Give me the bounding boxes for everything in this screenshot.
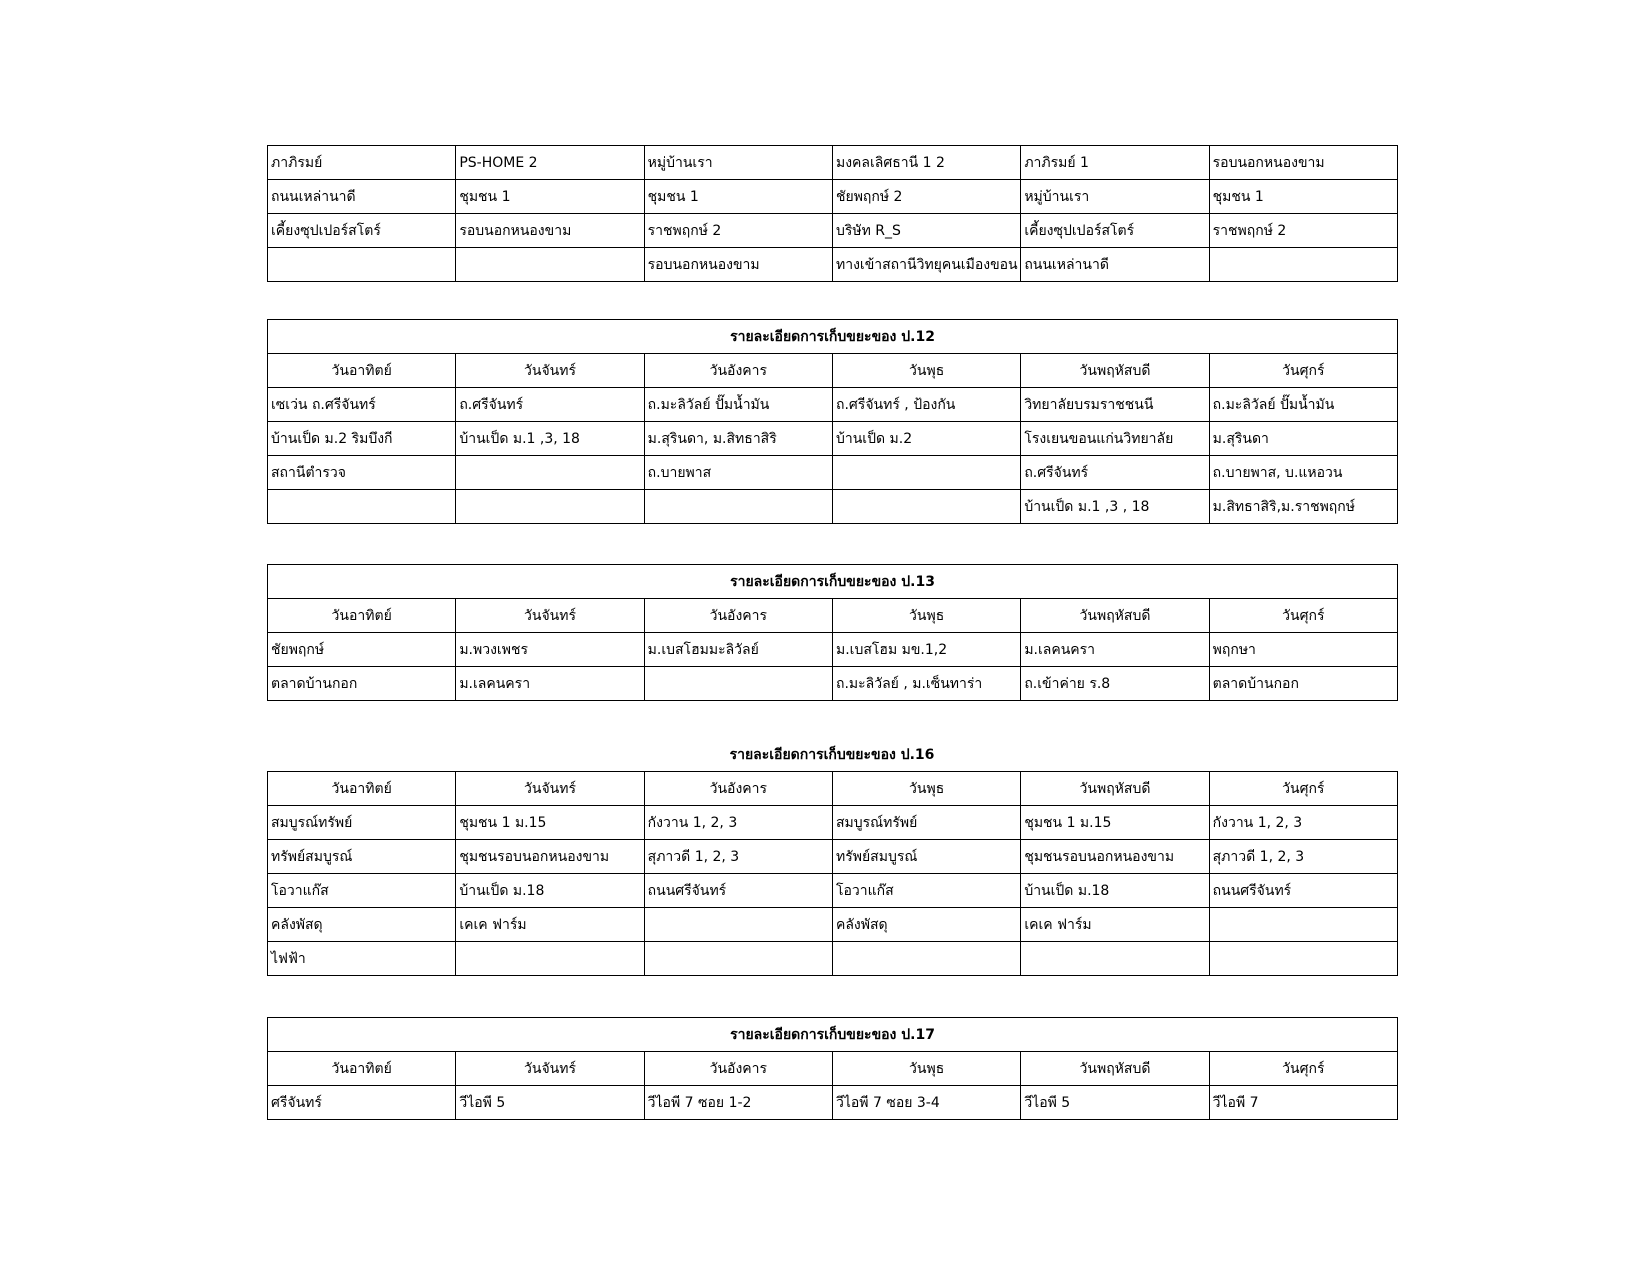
table-cell: ม.พวงเพชร <box>456 633 644 667</box>
table-row <box>268 214 1398 248</box>
table-cell: ม.เลคนครา <box>456 667 644 701</box>
day-header-cell: วันศุกร์ <box>1209 599 1397 633</box>
table-cell: ชัยพฤกษ์ <box>268 633 456 667</box>
table-cell: พฤกษา <box>1209 633 1397 667</box>
table-cell: ตลาดบ้านกอก <box>1209 667 1397 701</box>
table-cell: ชุมชนรอบนอกหนองขาม <box>456 840 644 874</box>
table-cell: รอบนอกหนองขาม <box>1209 146 1397 180</box>
header-row <box>268 599 1398 633</box>
table-cell: โอวาแก๊ส <box>832 874 1020 908</box>
table-row <box>268 180 1398 214</box>
schedule-table-p17 <box>267 1017 1397 1120</box>
table-cell: เคเค ฟาร์ม <box>456 908 644 942</box>
table-cell: ตลาดบ้านกอก <box>268 667 456 701</box>
table-cell: บ้านเป็ด ม.1 ,3 , 18 <box>1021 490 1209 524</box>
day-header-cell: วันพุธ <box>832 354 1020 388</box>
day-header-cell: วันอาทิตย์ <box>268 354 456 388</box>
table-continued <box>267 145 1398 282</box>
table-cell: วิทยาลัยบรมราชชนนี <box>1021 388 1209 422</box>
table-cell <box>268 248 456 282</box>
table-cell: ม.เลคนครา <box>1021 633 1209 667</box>
table-title: รายละเอียดการเก็บขยะของ ป.17 <box>268 1018 1398 1052</box>
day-header-cell: วันพฤหัสบดี <box>1021 772 1209 806</box>
table-cell: ถ.มะลิวัลย์ ปั๊มน้ำมัน <box>644 388 832 422</box>
day-header-cell: วันศุกร์ <box>1209 772 1397 806</box>
table-cell: ถ.เข้าค่าย ร.8 <box>1021 667 1209 701</box>
table-cell: ถนนเหล่านาดี <box>268 180 456 214</box>
day-header-cell: วันพุธ <box>832 772 1020 806</box>
table-cell: สถานีตำรวจ <box>268 456 456 490</box>
table-cell: ถ.บายพาส, บ.แหอวน <box>1209 456 1397 490</box>
table-row <box>268 806 1398 840</box>
table-cell <box>1021 942 1209 976</box>
table-cell: สมบูรณ์ทรัพย์ <box>268 806 456 840</box>
table-cell: ถ.มะลิวัลย์ , ม.เซ็นทาร่า <box>832 667 1020 701</box>
table-p12 <box>267 319 1398 524</box>
table-title: รายละเอียดการเก็บขยะของ ป.13 <box>268 565 1398 599</box>
table-cell: ถนนศรีจันทร์ <box>1209 874 1397 908</box>
table-cell: ชุมชนรอบนอกหนองขาม <box>1021 840 1209 874</box>
table-cell: ภาภิรมย์ 1 <box>1021 146 1209 180</box>
schedule-table-p16 <box>267 739 1397 976</box>
table-cell: รอบนอกหนองขาม <box>644 248 832 282</box>
table-p13 <box>267 564 1398 701</box>
table-cell: ถ.ศรีจันทร์ <box>456 388 644 422</box>
day-header-cell: วันพฤหัสบดี <box>1021 599 1209 633</box>
table-row <box>268 942 1398 976</box>
table-cell: ม.สุรินดา <box>1209 422 1397 456</box>
table-cell: บ้านเป็ด ม.1 ,3, 18 <box>456 422 644 456</box>
day-header-cell: วันจันทร์ <box>456 354 644 388</box>
table-cell: กังวาน 1, 2, 3 <box>1209 806 1397 840</box>
table-cell: วีไอพี 7 <box>1209 1086 1397 1120</box>
day-header-cell: วันศุกร์ <box>1209 1052 1397 1086</box>
table-cell: ชุมชน 1 <box>1209 180 1397 214</box>
table-row <box>268 840 1398 874</box>
day-header-cell: วันอาทิตย์ <box>268 1052 456 1086</box>
table-cell: ถ.มะลิวัลย์ ปั๊มน้ำมัน <box>1209 388 1397 422</box>
table-cell <box>456 248 644 282</box>
table-cell: วีไอพี 5 <box>1021 1086 1209 1120</box>
table-cell: ราชพฤกษ์ 2 <box>1209 214 1397 248</box>
table-cell: ทางเข้าสถานีวิทยุคนเมืองขอน <box>832 248 1020 282</box>
table-cell: วีไอพี 7 ซอย 3-4 <box>832 1086 1020 1120</box>
table-cell: ถนนศรีจันทร์ <box>644 874 832 908</box>
table-cell: ภาภิรมย์ <box>268 146 456 180</box>
day-header-cell: วันศุกร์ <box>1209 354 1397 388</box>
table-title: รายละเอียดการเก็บขยะของ ป.12 <box>268 320 1398 354</box>
table-cell: ชุมชน 1 <box>644 180 832 214</box>
table-cell: ถนนเหล่านาดี <box>1021 248 1209 282</box>
table-cell <box>832 456 1020 490</box>
table-row <box>268 248 1398 282</box>
day-header-cell: วันพฤหัสบดี <box>1021 354 1209 388</box>
table-cell: กังวาน 1, 2, 3 <box>644 806 832 840</box>
table-cell <box>456 456 644 490</box>
table-row <box>268 874 1398 908</box>
table-row <box>268 1086 1398 1120</box>
table-cell <box>1209 942 1397 976</box>
table-cell: เซเว่น ถ.ศรีจันทร์ <box>268 388 456 422</box>
day-header-cell: วันอังคาร <box>644 772 832 806</box>
table-cell: บ้านเป็ด ม.18 <box>1021 874 1209 908</box>
table-cell <box>268 490 456 524</box>
table-cell: ราชพฤกษ์ 2 <box>644 214 832 248</box>
table-cell: วีไอพี 7 ซอย 1-2 <box>644 1086 832 1120</box>
table-cell: วีไอพี 5 <box>456 1086 644 1120</box>
table-cell: บ้านเป็ด ม.18 <box>456 874 644 908</box>
table-body <box>268 388 1398 524</box>
table-cell <box>644 667 832 701</box>
table-cell <box>1209 908 1397 942</box>
table-cell: เคี้ยงซุปเปอร์สโตร์ <box>268 214 456 248</box>
schedule-table-p13 <box>267 564 1397 701</box>
table-cell: สุภาวดี 1, 2, 3 <box>644 840 832 874</box>
table-cell: สุภาวดี 1, 2, 3 <box>1209 840 1397 874</box>
table-cell: บริษัท R_S <box>832 214 1020 248</box>
table-row <box>268 422 1398 456</box>
table-row <box>268 633 1398 667</box>
table-cell: ม.เบสโฮม มข.1,2 <box>832 633 1020 667</box>
day-header-cell: วันอังคาร <box>644 1052 832 1086</box>
table-row <box>268 908 1398 942</box>
table-cell <box>1209 248 1397 282</box>
table-title: รายละเอียดการเก็บขยะของ ป.16 <box>729 747 935 763</box>
table-cell <box>832 942 1020 976</box>
table-row <box>268 456 1398 490</box>
table-cell: รอบนอกหนองขาม <box>456 214 644 248</box>
table-cell <box>456 942 644 976</box>
header-row <box>268 354 1398 388</box>
table-cell: ถ.ศรีจันทร์ , ป้องกัน <box>832 388 1020 422</box>
table-cell: โรงเยนขอนแก่นวิทยาลัย <box>1021 422 1209 456</box>
table-p17 <box>267 1017 1398 1120</box>
table-cell: ม.เบสโฮมมะลิวัลย์ <box>644 633 832 667</box>
table-body <box>268 633 1398 701</box>
table-cell: คลังพัสดุ <box>832 908 1020 942</box>
table-cell: หมู่บ้านเรา <box>644 146 832 180</box>
table-cell: เคเค ฟาร์ม <box>1021 908 1209 942</box>
table-cell: ถ.ศรีจันทร์ <box>1021 456 1209 490</box>
table-cell: ถ.บายพาส <box>644 456 832 490</box>
table-cell <box>832 490 1020 524</box>
day-header-cell: วันพฤหัสบดี <box>1021 1052 1209 1086</box>
table-cell: ชุมชน 1 <box>456 180 644 214</box>
table-cell: ทรัพย์สมบูรณ์ <box>832 840 1020 874</box>
table-cell <box>456 490 644 524</box>
table-row <box>268 388 1398 422</box>
table-cell: หมู่บ้านเรา <box>1021 180 1209 214</box>
day-header-cell: วันอาทิตย์ <box>268 772 456 806</box>
table-cell: ม.สุรินดา, ม.สิทธาสิริ <box>644 422 832 456</box>
table-cell: ทรัพย์สมบูรณ์ <box>268 840 456 874</box>
table-row <box>268 146 1398 180</box>
day-header-cell: วันพุธ <box>832 1052 1020 1086</box>
table-cell <box>644 908 832 942</box>
table-cell: มงคลเลิศธานี 1 2 <box>832 146 1020 180</box>
day-header-cell: วันพุธ <box>832 599 1020 633</box>
table-cell: บ้านเป็ด ม.2 <box>832 422 1020 456</box>
table-cell <box>644 490 832 524</box>
table-cell: โอวาแก๊ส <box>268 874 456 908</box>
table-cell: เคี้ยงซุปเปอร์สโตร์ <box>1021 214 1209 248</box>
table-cell: ไฟฟ้า <box>268 942 456 976</box>
table-cell: ศรีจันทร์ <box>268 1086 456 1120</box>
table-cell: สมบูรณ์ทรัพย์ <box>832 806 1020 840</box>
table-row <box>268 490 1398 524</box>
table-cell: คลังพัสดุ <box>268 908 456 942</box>
table-cell: บ้านเป็ด ม.2 ริมบึงกี <box>268 422 456 456</box>
header-row <box>268 772 1398 806</box>
day-header-cell: วันอังคาร <box>644 599 832 633</box>
table-body <box>268 806 1398 976</box>
table-body <box>268 146 1398 282</box>
table-cell: ม.สิทธาสิริ,ม.ราชพฤกษ์ <box>1209 490 1397 524</box>
day-header-cell: วันอาทิตย์ <box>268 599 456 633</box>
schedule-table-continued <box>267 145 1397 282</box>
table-cell <box>644 942 832 976</box>
table-cell: PS-HOME 2 <box>456 146 644 180</box>
table-cell: ชุมชน 1 ม.15 <box>1021 806 1209 840</box>
day-header-cell: วันจันทร์ <box>456 1052 644 1086</box>
table-p16 <box>267 771 1398 976</box>
header-row <box>268 1052 1398 1086</box>
day-header-cell: วันอังคาร <box>644 354 832 388</box>
table-cell: ชุมชน 1 ม.15 <box>456 806 644 840</box>
table-row <box>268 667 1398 701</box>
table-body <box>268 1086 1398 1120</box>
schedule-table-p12 <box>267 319 1397 524</box>
table-cell: ชัยพฤกษ์ 2 <box>832 180 1020 214</box>
day-header-cell: วันจันทร์ <box>456 599 644 633</box>
day-header-cell: วันจันทร์ <box>456 772 644 806</box>
